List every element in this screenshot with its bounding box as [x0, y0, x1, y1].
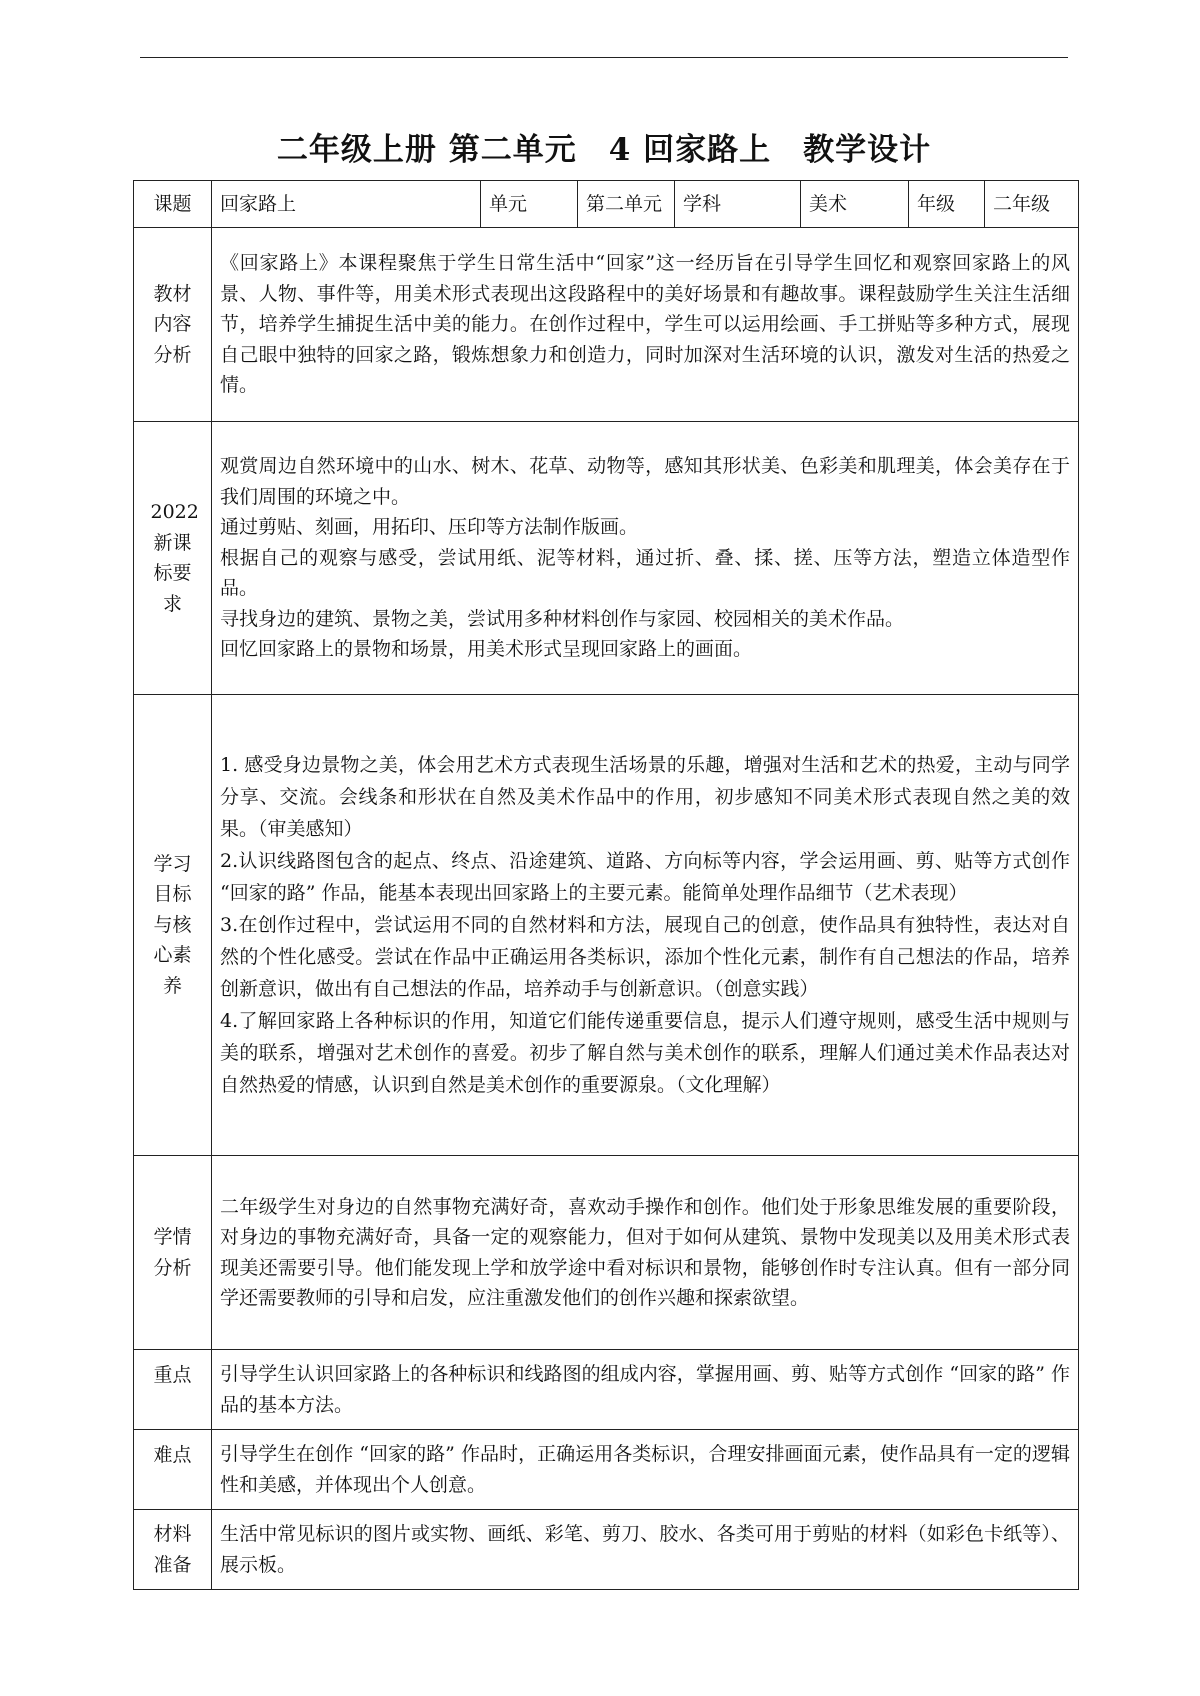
section-label: 学习目标与核心素养 [134, 695, 212, 1156]
grade-label: 年级 [909, 181, 985, 228]
section-row-key-points [134, 1350, 1079, 1430]
section-row-materials [134, 1510, 1079, 1590]
paragraph: 《回家路上》本课程聚焦于学生日常生活中“回家”这一经历旨在引导学生回忆和观察回家路上的风景、人物、事件等，用美术形式表现出这段路程中的美好场景和有趣故事。课程鼓励学生关注生活细节，培养学生捕捉生活中美的能力。在创作过程中，学生可以运用绘画、手工拼贴等多种方式，展现自己眼中独特的回家之路，锻炼想象力和创造力，同时加深对生活环境的认识，激发对生活的热爱之情。 [220, 252, 1070, 397]
section-content [212, 1430, 1079, 1510]
paragraph: 寻找身边的建筑、景物之美，尝试用多种材料创作与家园、校园相关的美术作品。 [220, 607, 905, 630]
paragraph: 回忆回家路上的景物和场景，用美术形式呈现回家路上的画面。 [220, 638, 753, 661]
paragraph: 二年级学生对身边的自然事物充满好奇，喜欢动手操作和创作。他们处于形象思维发展的重要阶段，对身边的事物充满好奇，具备一定的观察能力，但对于如何从建筑、景物中发现美以及用美术形式表现美还需要引导。他们能发现上学和放学途中看对标识和景物，能够创作时专注认真。但有一部分同学还需要教师的引导和启发，应注重激发他们的创作兴趣和探索欲望。 [220, 1195, 1070, 1309]
paragraph: 观赏周边自然环境中的山水、树木、花草、动物等，感知其形状美、色彩美和肌理美，体会美存在于我们周围的环境之中。 [220, 455, 1070, 508]
section-content [212, 1510, 1079, 1590]
section-label: 难点 [134, 1430, 212, 1510]
paragraph: 引导学生在创作 “回家的路” 作品时，正确运用各类标识，合理安排画面元素，使作品具有一定的逻辑性和美感，并体现出个人创意。 [220, 1443, 1070, 1496]
paragraph: 引导学生认识回家路上的各种标识和线路图的组成内容，掌握用画、剪、贴等方式创作 “回家的路” 作品的基本方法。 [220, 1363, 1070, 1416]
paragraph: 1. 感受身边景物之美，体会用艺术方式表现生活场景的乐趣，增强对生活和艺术的热爱，主动与同学分享、交流。会线条和形状在自然及美术作品中的作用，初步感知不同美术形式表现自然之美的效果。（审美感知） [220, 754, 1070, 840]
section-content [212, 1350, 1079, 1430]
section-row-learning-objectives [134, 695, 1079, 1156]
unit-value: 第二单元 [578, 181, 675, 228]
section-row-textbook-analysis [134, 228, 1079, 422]
top-rule [140, 57, 1068, 58]
unit-label: 单元 [481, 181, 578, 228]
section-row-curriculum-standard [134, 422, 1079, 695]
topic-label: 课题 [134, 181, 212, 228]
section-label: 教材内容分析 [134, 228, 212, 422]
section-content [212, 1156, 1079, 1350]
paragraph: 2.认识线路图包含的起点、终点、沿途建筑、道路、方向标等内容，学会运用画、剪、贴等方式创作 “回家的路” 作品，能基本表现出回家路上的主要元素。能简单处理作品细节（艺术表现） [220, 850, 1070, 904]
grade-value: 二年级 [985, 181, 1079, 228]
paragraph: 4.了解回家路上各种标识的作用，知道它们能传递重要信息，提示人们遵守规则，感受生活中规则与美的联系，增强对艺术创作的喜爱。初步了解自然与美术创作的联系，理解人们通过美术作品表达对自然热爱的情感，认识到自然是美术创作的重要源泉。（文化理解） [220, 1010, 1070, 1096]
paragraph: 3.在创作过程中，尝试运用不同的自然材料和方法，展现自己的创意，使作品具有独特性，表达对自然的个性化感受。尝试在作品中正确运用各类标识，添加个性化元素，制作有自己想法的作品，培养创新意识，做出有自己想法的作品，培养动手与创新意识。（创意实践） [220, 914, 1070, 1000]
paragraph: 通过剪贴、刻画，用拓印、压印等方法制作版画。 [220, 516, 639, 539]
section-content [212, 228, 1079, 422]
subject-label: 学科 [675, 181, 801, 228]
section-label: 材料准备 [134, 1510, 212, 1590]
section-content [212, 422, 1079, 695]
paragraph: 生活中常见标识的图片或实物、画纸、彩笔、剪刀、胶水、各类可用于剪贴的材料（如彩色卡纸等）、展示板。 [220, 1523, 1070, 1576]
lesson-plan-table [133, 180, 1079, 1590]
subject-value: 美术 [801, 181, 909, 228]
section-label: 学情分析 [134, 1156, 212, 1350]
section-content [212, 695, 1079, 1156]
topic-value: 回家路上 [212, 181, 481, 228]
paragraph: 根据自己的观察与感受，尝试用纸、泥等材料，通过折、叠、揉、搓、压等方法，塑造立体造型作品。 [220, 546, 1070, 600]
document-title: 二年级上册 第二单元 4 回家路上 教学设计 [276, 132, 932, 168]
section-row-learner-analysis [134, 1156, 1079, 1350]
section-label: 重点 [134, 1350, 212, 1430]
section-row-difficulties [134, 1430, 1079, 1510]
section-label: 2022新课标要求 [134, 422, 212, 695]
header-row [134, 181, 1079, 228]
